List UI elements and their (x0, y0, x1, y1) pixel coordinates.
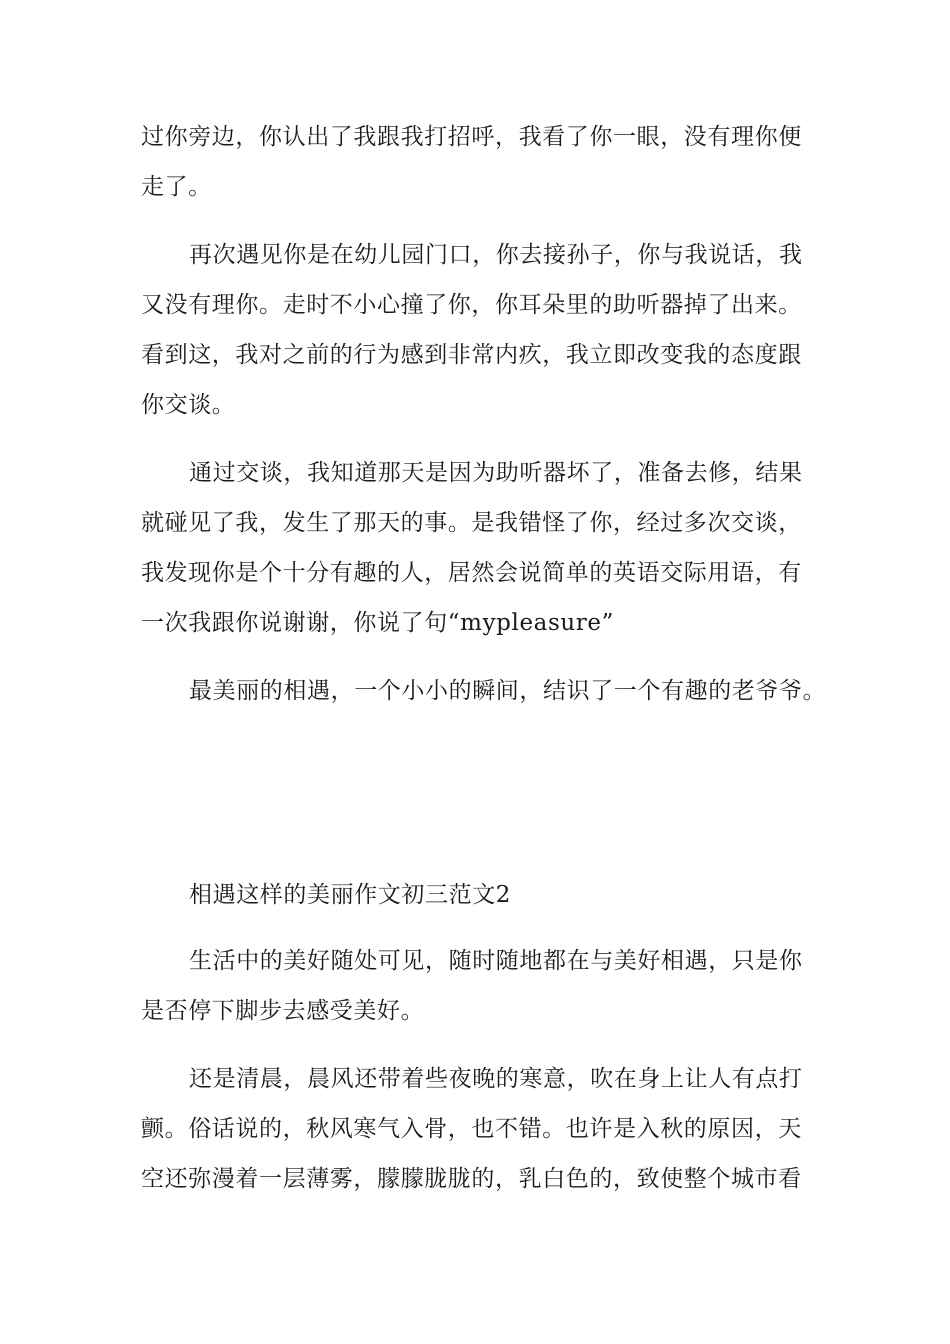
text-line: 你交谈。 (141, 392, 236, 418)
text-line: 我发现你是个十分有趣的人，居然会说简单的英语交际用语，有 (141, 560, 802, 586)
paragraph-start-line: 通过交谈，我知道那天是因为助听器坏了，准备去修，结果 (189, 460, 803, 486)
paragraph-start-line: 生活中的美好随处可见，随时随地都在与美好相遇，只是你 (189, 948, 803, 974)
paragraph-start-line: 再次遇见你是在幼儿园门口，你去接孙子，你与我说话，我 (189, 242, 803, 268)
text-line: 走了。 (141, 174, 212, 200)
text-line: 就碰见了我，发生了那天的事。是我错怪了你，经过多次交谈， (141, 510, 802, 536)
text-line: 是否停下脚步去感受美好。 (141, 998, 425, 1024)
section-heading: 相遇这样的美丽作文初三范文2 (189, 882, 512, 908)
paragraph-start-line: 最美丽的相遇，一个小小的瞬间，结识了一个有趣的老爷爷。 (189, 678, 827, 704)
paragraph-start-line: 还是清晨，晨风还带着些夜晚的寒意，吹在身上让人有点打 (189, 1066, 803, 1092)
text-line: 又没有理你。走时不小心撞了你，你耳朵里的助听器掉了出来。 (141, 292, 802, 318)
text-line: 空还弥漫着一层薄雾，朦朦胧胧的，乳白色的，致使整个城市看 (141, 1166, 802, 1192)
text-line: 看到这，我对之前的行为感到非常内疚，我立即改变我的态度跟 (141, 342, 802, 368)
text-line: 颤。俗话说的，秋风寒气入骨，也不错。也许是入秋的原因，天 (141, 1116, 802, 1142)
text-line: 过你旁边，你认出了我跟我打招呼，我看了你一眼，没有理你便 (141, 124, 802, 150)
text-line: 一次我跟你说谢谢，你说了句“mypleasure” (141, 610, 614, 636)
